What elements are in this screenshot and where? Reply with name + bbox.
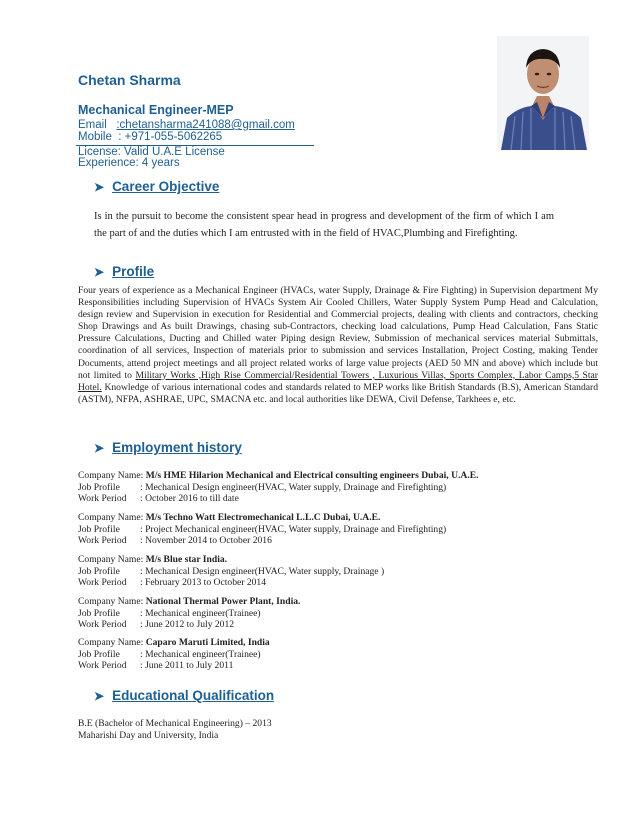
work-period-value: : November 2014 to October 2016 (140, 535, 272, 546)
degree: B.E (Bachelor of Mechanical Engineering) – 2013 (78, 718, 272, 729)
company-name: M/s HME Hilarion Mechanical and Electrical consulting engineers Dubai, U.A.E. (145, 470, 479, 481)
profile-text-a: Four years of experience as a Mechanical Engineer (HVACs, water Supply, Drainage & Fire Fighting) in Supervision department My Responsibilities including Supervision of HVACs System Air Cooled Chillers, Water Supply System Pump Head and Calculation, design review and Supervision in execution for Residential and Commercial projects, dealing with clients and contractors, checking Shop Drawings and As built Drawings, chasing sub-Contractors, checking load calculations, Pump Head Calculation, Fans Static Pressure Calculations, Ducting and Chilled water Piping design Review, Submission of mechanical services material Submittals, coordination of all services, Inspection of materials prior to submission and services Installation, Project Costing, making Tender Documents, attend project meetings and all project related works of large value projects (AED 50 MN and above) which include but not limited to (78, 285, 598, 381)
profile-title: Profile (112, 264, 155, 279)
job-title: Mechanical Engineer-MEP (78, 103, 234, 117)
mobile-label: Mobile (78, 131, 112, 143)
employment-entry (78, 596, 300, 631)
profile-text-b: Knowledge of various international codes and standards related to MEP works like British Standards (B.S), American Standard (ASTM), NFPA, ASHRAE, UPC, SMACNA etc. and local authorities like DEWA, Civil Defense, Tarkhees e, etc. (78, 381, 598, 405)
work-period-value: : June 2012 to July 2012 (140, 619, 235, 630)
profile-projects-underlined: Military Works ,High Rise Commercial/Residential Towers , Luxurious Villas, Sports Complex, Labor Camps,5 Star Hotel. (78, 369, 598, 393)
job-profile-value: : Mechanical Design engineer(HVAC, Water supply, Drainage ) (140, 565, 385, 577)
work-period-value: : February 2013 to October 2014 (140, 577, 267, 588)
company-label: Company Name: (78, 637, 144, 648)
company-label: Company Name: (78, 512, 144, 523)
work-period-label: Work Period (78, 577, 127, 588)
career-objective-text: Is in the pursuit to become the consistent spear head in progress and development of the firm of which I am the part of and the duties which I am entrusted with in the field of HVAC,Plumbing and Firefighting. (94, 211, 554, 239)
employment-heading (94, 440, 242, 455)
work-period-label: Work Period (78, 493, 127, 504)
education-title: Educational Qualification (112, 688, 275, 703)
work-period-value: : June 2011 to July 2011 (140, 660, 234, 671)
profile-text (78, 285, 598, 406)
work-period-label: Work Period (78, 535, 127, 546)
employment-title: Employment history (112, 440, 242, 455)
university: Maharishi Day and University, India (78, 730, 219, 741)
company-name: National Thermal Power Plant, India. (145, 596, 301, 607)
career-objective-heading (94, 179, 219, 194)
education-heading (94, 688, 274, 703)
employment-entry (78, 554, 384, 589)
email-link[interactable]: :chetansharma241088@gmail.com (116, 119, 295, 131)
job-profile-value: : Mechanical engineer(Trainee) (140, 607, 261, 619)
work-period-label: Work Period (78, 660, 127, 671)
career-objective-title: Career Objective (112, 179, 220, 194)
work-period-label: Work Period (78, 619, 127, 630)
experience-line: Experience: 4 years (78, 157, 180, 169)
job-profile-value: : Project Mechanical engineer(HVAC, Water supply, Drainage and Firefighting) (140, 523, 447, 535)
arrow-bullet-icon: ➤ (94, 441, 105, 455)
profile-heading (94, 264, 154, 279)
job-profile-label: Job Profile (78, 481, 120, 493)
employment-entry (78, 637, 270, 672)
email-line (78, 119, 295, 131)
arrow-bullet-icon: ➤ (94, 265, 105, 279)
job-profile-value: : Mechanical Design engineer(HVAC, Water supply, Drainage and Firefighting) (140, 481, 447, 493)
employment-entry (78, 512, 446, 547)
job-profile-label: Job Profile (78, 565, 120, 577)
company-name: M/s Blue star India. (145, 554, 228, 565)
work-period-value: : October 2016 to till date (140, 493, 239, 504)
job-profile-label: Job Profile (78, 523, 120, 535)
email-label: Email (78, 119, 107, 131)
job-profile-value: : Mechanical engineer(Trainee) (140, 648, 261, 660)
license-line: License: Valid U.A.E License (78, 146, 225, 158)
profile-photo (497, 36, 589, 150)
company-label: Company Name: (78, 470, 144, 481)
company-label: Company Name: (78, 554, 144, 565)
company-name: M/s Techno Watt Electromechanical L.L.C Dubai, U.A.E. (145, 512, 381, 523)
mobile-number: : +971-055-5062265 (118, 131, 223, 143)
arrow-bullet-icon: ➤ (94, 180, 105, 194)
candidate-name: Chetan Sharma (78, 72, 181, 88)
company-name: Caparo Maruti Limited, India (145, 637, 270, 648)
job-profile-label: Job Profile (78, 648, 120, 660)
job-profile-label: Job Profile (78, 607, 120, 619)
education-details (78, 718, 272, 742)
company-label: Company Name: (78, 596, 144, 607)
arrow-bullet-icon: ➤ (94, 689, 105, 703)
mobile-line (78, 131, 222, 143)
employment-entry (78, 470, 479, 505)
